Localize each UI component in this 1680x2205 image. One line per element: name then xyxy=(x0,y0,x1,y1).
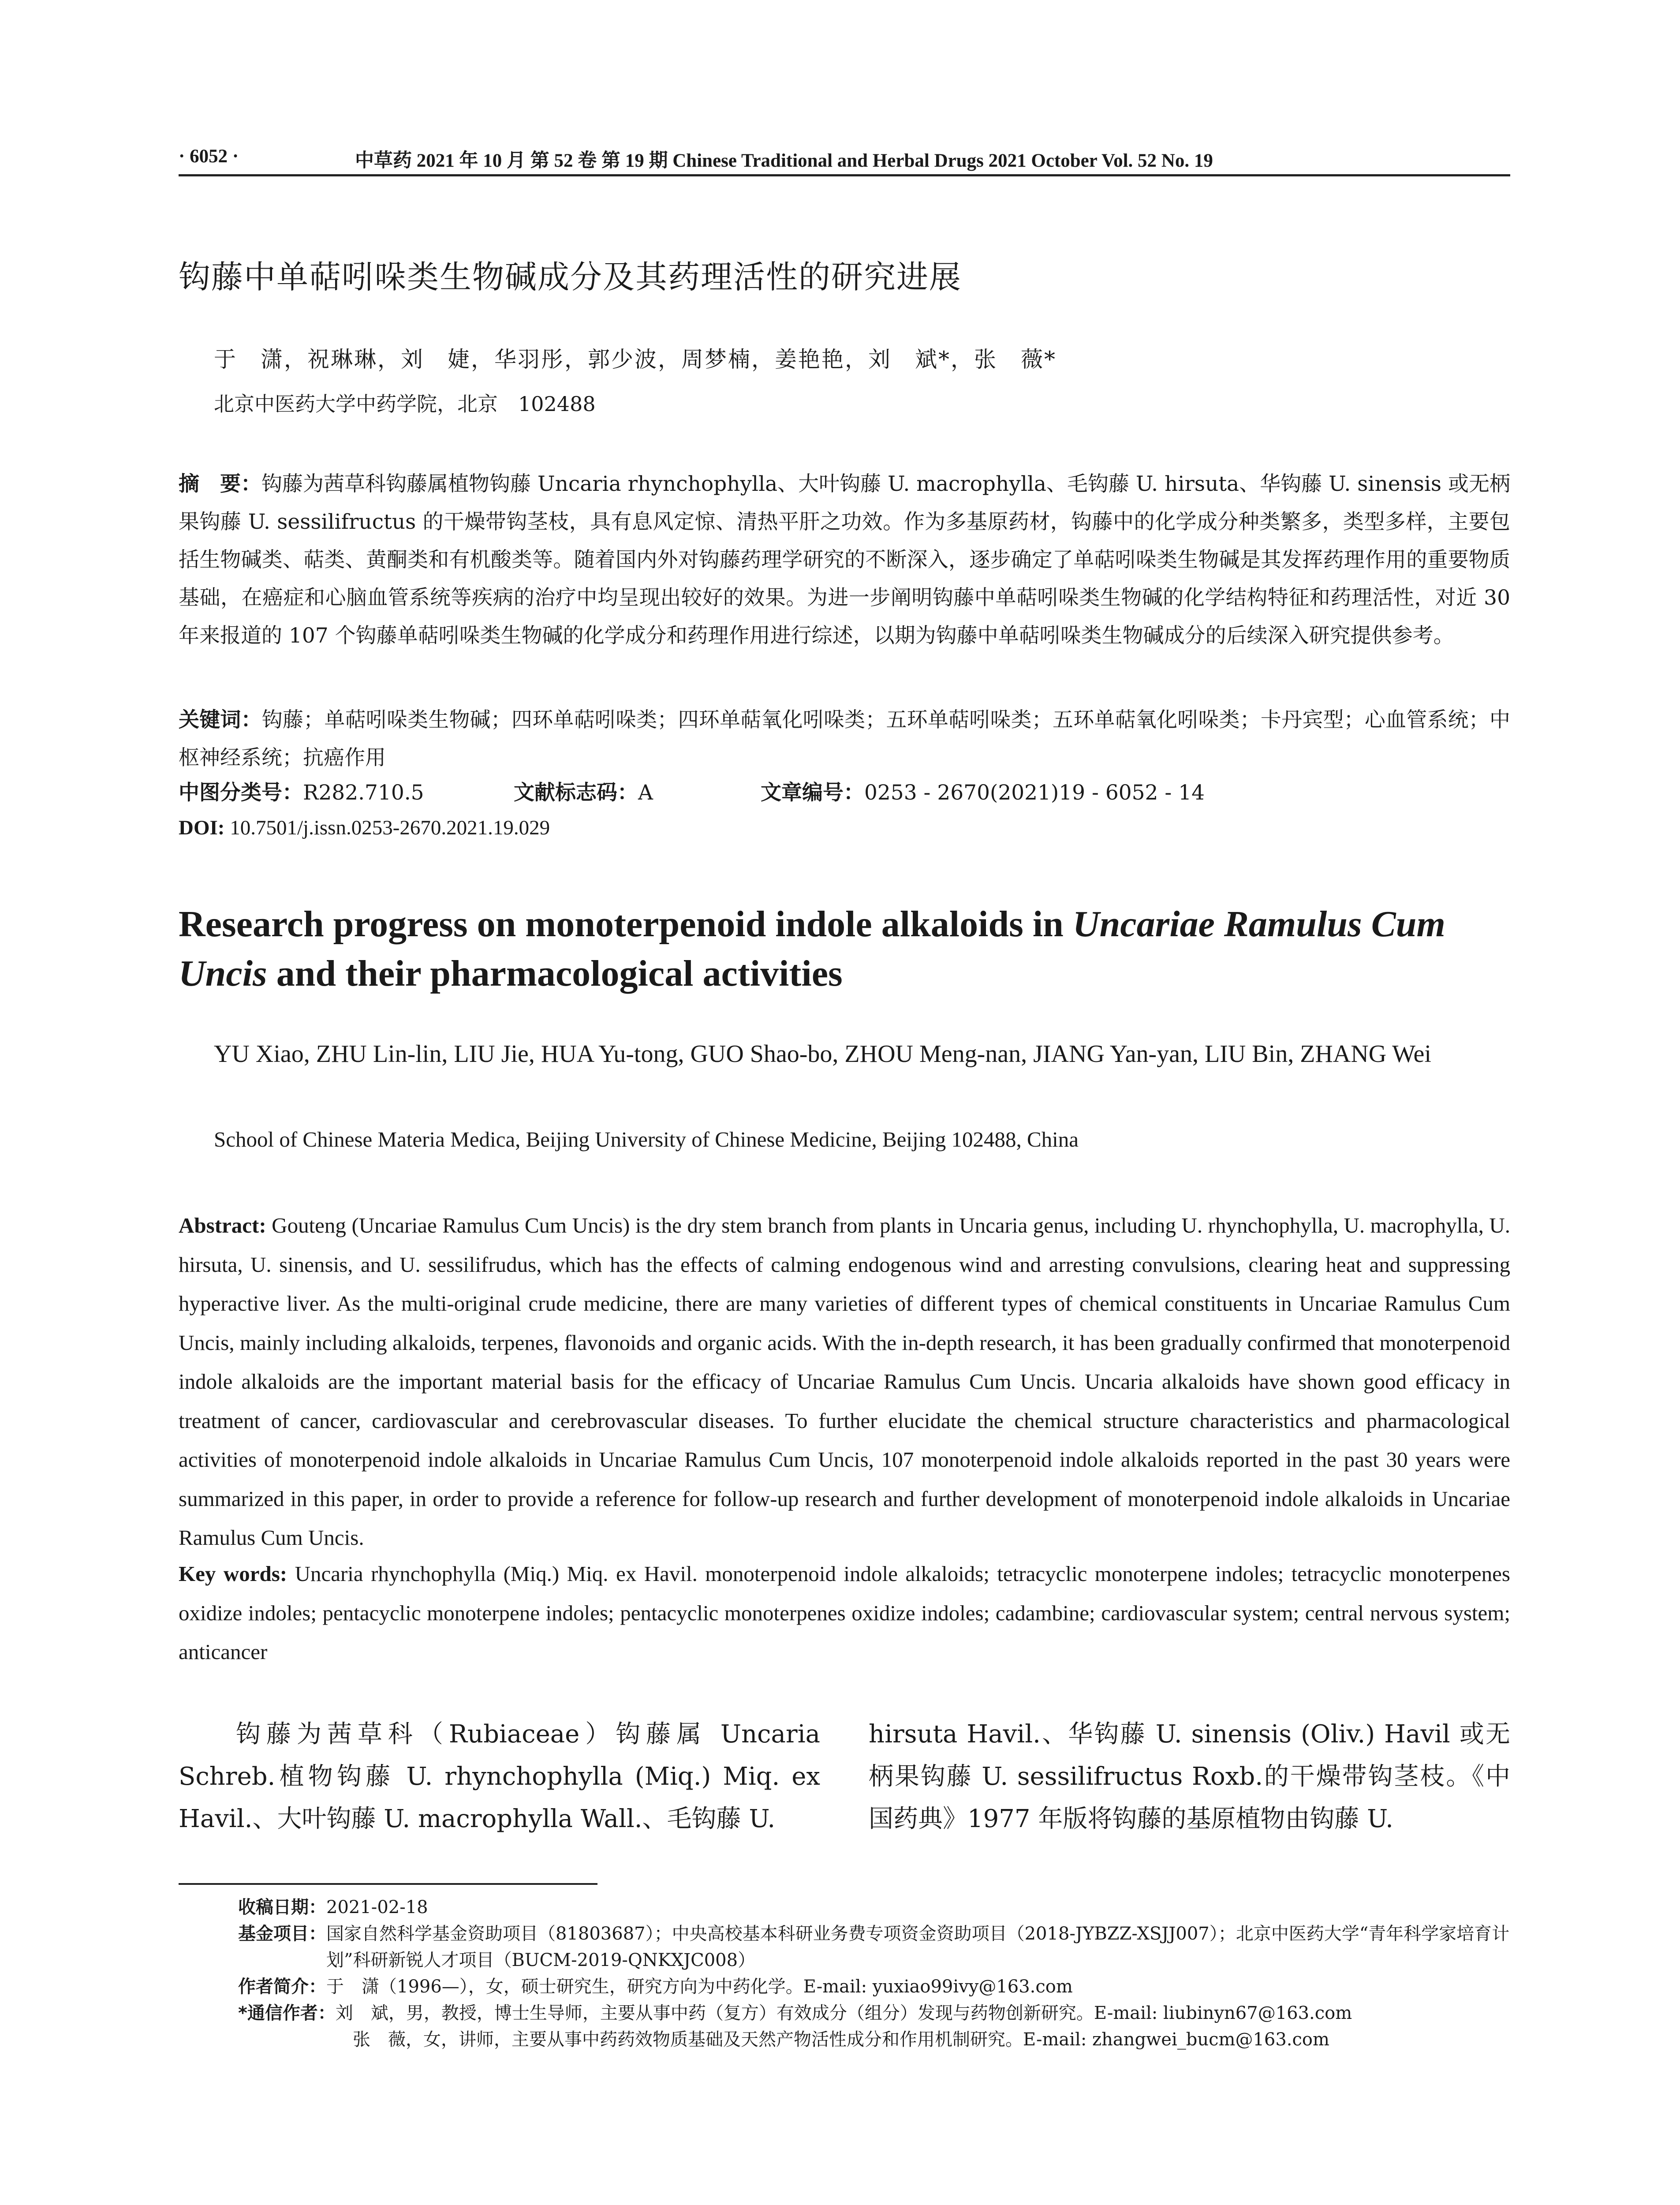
footnote-author xyxy=(238,1973,1512,2000)
classification-line xyxy=(179,776,1205,806)
author-bio-text: 于 潇（1996—），女，硕士研究生，研究方向为中药化学。E-mail: yuxiao99ivy@163.com xyxy=(326,1977,1073,1997)
abstract-en-text: Gouteng (Uncariae Ramulus Cum Uncis) is the dry stem branch from plants in Uncaria genus, including U. rhynchophylla, U. macrophylla, U. hirsuta, U. sinensis, and U. sessilifrudus, which has the effects of calming endogenous wind and arresting convulsions, clearing heat and suppressing hyperactive liver. As the multi-original crude medicine, there are many varieties of different types of chemical constituents in Uncariae Ramulus Cum Uncis, mainly including alkaloids, terpenes, flavonoids and organic acids. With the in-depth research, it has been gradually confirmed that monoterpenoid indole alkaloids are the important material basis for the efficacy of Uncariae Ramulus Cum Uncis. Uncaria alkaloids have shown good efficacy in treatment of cancer, cardiovascular and cerebrovascular diseases. To further elucidate the chemical structure characteristics and pharmacological activities of monoterpenoid indole alkaloids in Uncariae Ramulus Cum Uncis, 107 monoterpenoid indole alkaloids reported in the past 30 years were summarized in this paper, in order to provide a reference for follow-up research and further development of monoterpenoid indole alkaloids in Uncariae Ramulus Cum Uncis. xyxy=(179,1213,1510,1550)
clc-value: R282.710.5 xyxy=(303,781,424,805)
footnote-corresponding xyxy=(238,2000,1512,2026)
article-no-label: 文章编号： xyxy=(761,781,864,805)
footnote-fund xyxy=(238,1921,1512,1973)
corresponding-author-2: 张 薇，女，讲师，主要从事中药药效物质基础及天然产物活性成分和作用机制研究。E-mail: zhangwei_bucm@163.com xyxy=(353,2029,1329,2050)
received-label: 收稿日期： xyxy=(238,1897,326,1917)
doi-label: DOI: xyxy=(179,816,225,839)
clc-label: 中图分类号： xyxy=(179,781,303,805)
fund-text: 国家自然科学基金资助项目（81803687）；中央高校基本科研业务费专项资金资助项目（2018-JYBZZ-XSJJ007）；北京中医药大学“青年科学家培育计划”科研新锐人才项目（BUCM-2019-QNKXJC008） xyxy=(326,1924,1510,1970)
author-bio-label: 作者简介： xyxy=(238,1977,326,1997)
keywords-cn-text: 钩藤；单萜吲哚类生物碱；四环单萜吲哚类；四环单萜氧化吲哚类；五环单萜吲哚类；五环单萜氧化吲哚类；卡丹宾型；心血管系统；中枢神经系统；抗癌作用 xyxy=(179,708,1510,770)
keywords-en-label: Key words: xyxy=(179,1562,287,1586)
title-english xyxy=(179,900,1510,998)
footnotes xyxy=(238,1894,1512,2053)
authors-chinese: 于 潇，祝琳琳，刘 婕，华羽彤，郭少波，周梦楠，姜艳艳，刘 斌*，张 薇* xyxy=(214,347,1057,372)
abstract-en-label: Abstract: xyxy=(179,1213,266,1237)
title-en-part1: Research progress on monoterpenoid indole alkaloids in xyxy=(179,904,1073,945)
keywords-cn-label: 关键词： xyxy=(179,708,262,732)
body-column-right: hirsuta Havil.、华钩藤 U. sinensis (Oliv.) Havil 或无柄果钩藤 U. sessilifructus Roxb.的干燥带钩茎枝。《中国药典》1977 年版将钩藤的基原植物由钩藤 U. xyxy=(869,1720,1510,1833)
abstract-cn-text: 钩藤为茜草科钩藤属植物钩藤 Uncaria rhynchophylla、大叶钩藤 U. macrophylla、毛钩藤 U. hirsuta、华钩藤 U. sinensis 或无柄果钩藤 U. sessilifructus 的干燥带钩茎枝，具有息风定惊、清热平肝之功效。作为多基原药材，钩藤中的化学成分种类繁多，类型多样，主要包括生物碱类、萜类、黄酮类和有机酸类等。随着国内外对钩藤药理学研究的不断深入，逐步确定了单萜吲哚类生物碱是其发挥药理作用的重要物质基础，在癌症和心脑血管系统等疾病的治疗中均呈现出较好的效果。为进一步阐明钩藤中单萜吲哚类生物碱的化学结构特征和药理活性，对近 30 年来报道的 107 个钩藤单萜吲哚类生物碱的化学成分和药理作用进行综述，以期为钩藤中单萜吲哚类生物碱成分的后续深入研究提供参考。 xyxy=(179,472,1510,648)
body-column-left: 钩藤为茜草科（Rubiaceae）钩藤属 Uncaria Schreb.植物钩藤 U. rhynchophylla (Miq.) Miq. ex Havil.、大叶钩藤 U. macrophylla Wall.、毛钩藤 U. xyxy=(179,1720,820,1833)
footnote-received xyxy=(238,1894,1512,1921)
keywords-chinese xyxy=(179,701,1510,777)
abstract-english xyxy=(179,1206,1510,1558)
corresponding-label: *通信作者： xyxy=(238,2003,336,2023)
keywords-english xyxy=(179,1555,1510,1672)
abstract-chinese xyxy=(179,465,1510,655)
doc-code-label: 文献标志码： xyxy=(514,781,638,805)
page-number: · 6052 · xyxy=(179,146,239,167)
doc-code-value: A xyxy=(638,781,653,805)
footnote-divider xyxy=(179,1883,597,1885)
journal-info: 中草药 2021 年 10 月 第 52 卷 第 19 期 Chinese Traditional and Herbal Drugs 2021 October Vol. 52 No. 19 xyxy=(355,150,1213,171)
abstract-cn-label: 摘 要： xyxy=(179,472,262,496)
affiliation-english: School of Chinese Materia Medica, Beijing University of Chinese Medicine, Beijing 102488, China xyxy=(214,1127,1079,1151)
title-en-italic: Uncariae Ramulus Cum Uncis xyxy=(179,904,1445,994)
title-en-part2: and their pharmacological activities xyxy=(267,953,843,994)
corresponding-author-1: 刘 斌，男，教授，博士生导师，主要从事中药（复方）有效成分（组分）发现与药物创新研究。E-mail: liubinyn67@163.com xyxy=(335,2003,1352,2023)
doi-line xyxy=(179,816,550,840)
keywords-en-text: Uncaria rhynchophylla (Miq.) Miq. ex Havil. monoterpenoid indole alkaloids; tetracyclic monoterpene indoles; tetracyclic monoterpenes oxidize indoles; pentacyclic monoterpene indoles; pentacyclic monoterpenes oxidize indoles; cadambine; cardiovascular system; central nervous system; anticancer xyxy=(179,1562,1510,1664)
affiliation-chinese: 北京中医药大学中药学院，北京 102488 xyxy=(214,392,596,416)
title-chinese: 钩藤中单萜吲哚类生物碱成分及其药理活性的研究进展 xyxy=(179,258,962,295)
received-date: 2021-02-18 xyxy=(326,1897,428,1917)
page-header xyxy=(179,143,1510,176)
doi-value[interactable]: 10.7501/j.issn.0253-2670.2021.19.029 xyxy=(224,816,550,839)
article-no-value: 0253 - 2670(2021)19 - 6052 - 14 xyxy=(864,781,1205,805)
fund-label: 基金项目： xyxy=(238,1924,326,1944)
authors-english: YU Xiao, ZHU Lin-lin, LIU Jie, HUA Yu-tong, GUO Shao-bo, ZHOU Meng-nan, JIANG Yan-yan, LIU Bin, ZHANG Wei xyxy=(214,1040,1431,1068)
